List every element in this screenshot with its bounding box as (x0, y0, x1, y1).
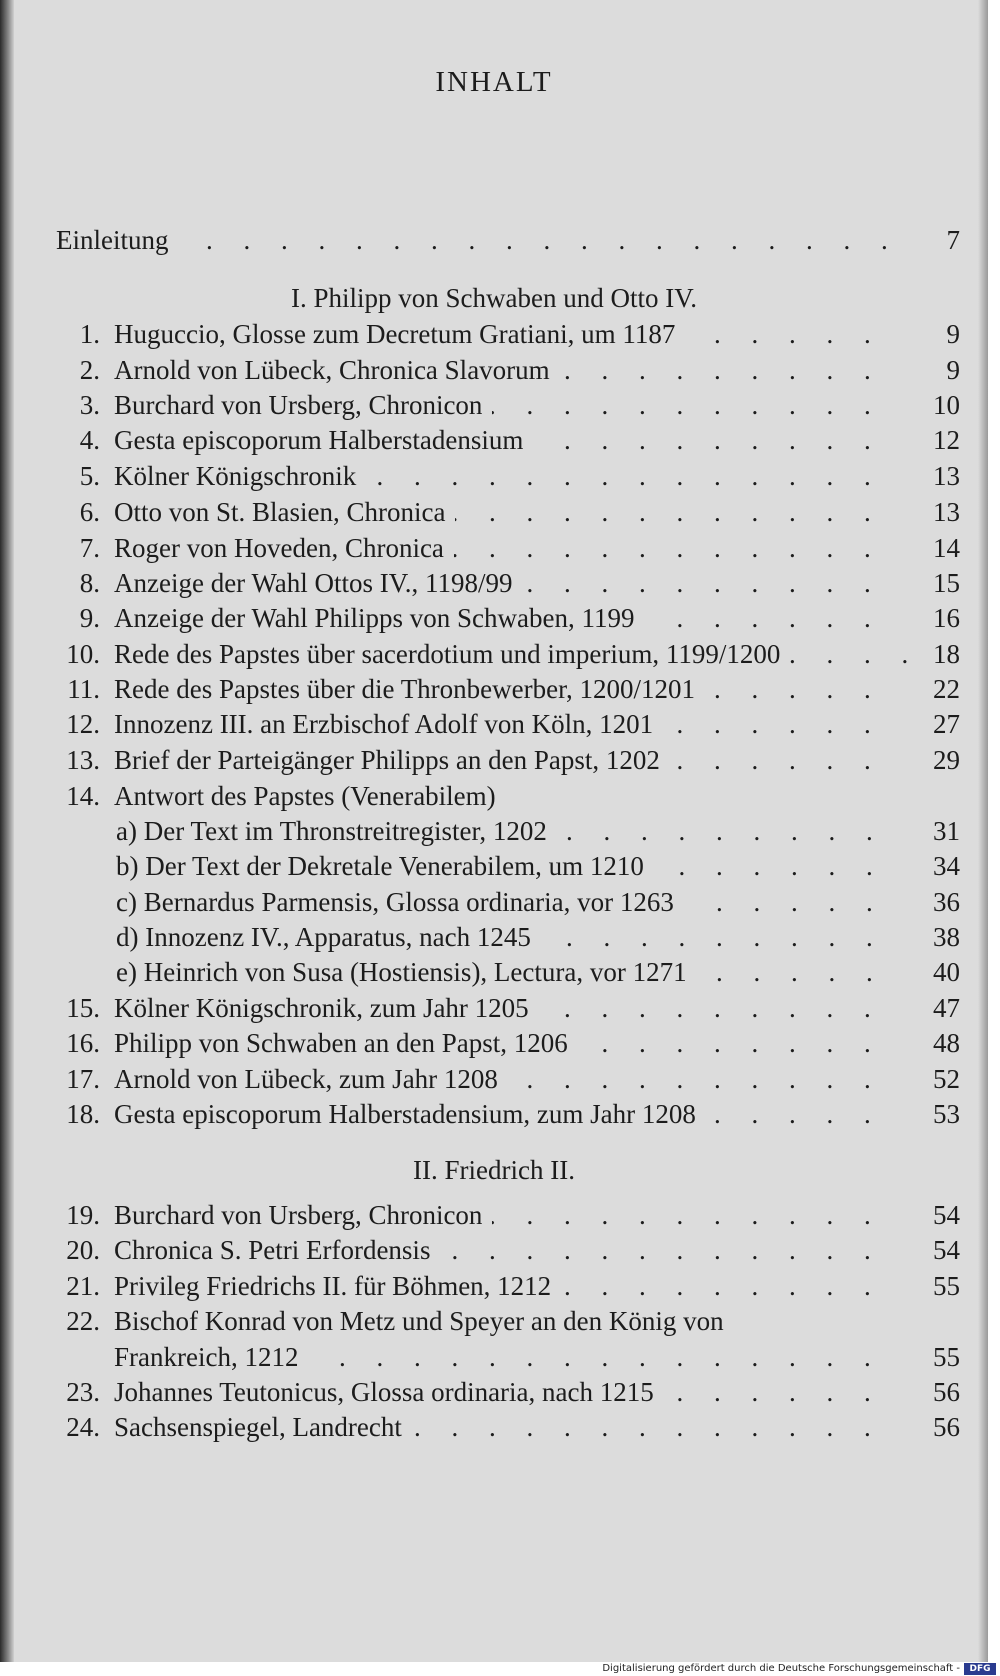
entry-number: 14. (66, 781, 100, 811)
entry-text: Anzeige der Wahl Ottos IV., 1198/99 (114, 568, 523, 598)
entry-text: Anzeige der Wahl Philipps von Schwaben, 1199 (114, 603, 645, 633)
entry-number: 4. (79, 425, 100, 455)
entry-page: 22 (933, 674, 960, 704)
entry-page: 12 (933, 425, 960, 455)
toc-entry (56, 1096, 960, 1132)
entry-number: 19. (66, 1200, 100, 1230)
entry-text: Gesta episcoporum Halberstadensium, zum Jahr 1208 (114, 1099, 706, 1129)
entry-text: Brief der Parteigänger Philipps an den Papst, 1202 (114, 745, 670, 775)
entry-text: Frankreich, 1212 (114, 1342, 308, 1372)
entry-page: 10 (933, 390, 960, 420)
entry-text: d) Innozenz IV., Apparatus, nach 1245 (116, 922, 541, 952)
toc-entry (56, 600, 960, 636)
entry-text: Burchard von Ursberg, Chronicon (114, 1200, 492, 1230)
entry-page: 38 (933, 922, 960, 952)
entry-page: 15 (933, 568, 960, 598)
entry-page: 36 (933, 887, 960, 917)
entry-number: 8. (79, 568, 100, 598)
entry-text: Chronica S. Petri Erfordensis (114, 1235, 440, 1265)
entry-page: 55 (933, 1271, 960, 1301)
entry-number: 5. (79, 461, 100, 491)
entry-page: 56 (933, 1377, 960, 1407)
entry-number: 1. (79, 319, 100, 349)
toc-entry (56, 742, 960, 778)
entry-number: 12. (66, 709, 100, 739)
digitization-footer (0, 1662, 1000, 1676)
entry-number: 20. (66, 1235, 100, 1265)
toc-subentry (56, 848, 960, 884)
toc-entry (56, 1374, 960, 1410)
toc-entry (56, 494, 960, 530)
entry-page: 9 (946, 319, 960, 349)
toc-entry (56, 458, 960, 494)
entry-text: Rede des Papstes über sacerdotium und imperium, 1199/1200 (114, 639, 790, 669)
entry-page: 55 (933, 1342, 960, 1372)
toc-entry (56, 387, 960, 423)
toc-entry (56, 706, 960, 742)
entry-page: 16 (933, 603, 960, 633)
entry-number: 16. (66, 1028, 100, 1058)
entry-text: c) Bernardus Parmensis, Glossa ordinaria, vor 1263 (116, 887, 684, 917)
entry-page: 47 (933, 993, 960, 1023)
entry-page: 18 (933, 639, 960, 669)
entry-number: 7. (79, 533, 100, 563)
entry-text: Rede des Papstes über die Thronbewerber, 1200/1201 (114, 674, 705, 704)
entry-page: 53 (933, 1099, 960, 1129)
entry-number: 6. (79, 497, 100, 527)
toc-subentry (56, 813, 960, 849)
funding-credit: Digitalisierung gefördert durch die Deutsche Forschungsgemeinschaft - (602, 1663, 960, 1674)
entry-number: 9. (79, 603, 100, 633)
entry-text: Burchard von Ursberg, Chronicon (114, 390, 492, 420)
entry-text: Sachsenspiegel, Landrecht (114, 1412, 412, 1442)
toc-subentry (56, 954, 960, 990)
page-edge (978, 0, 988, 1662)
entry-number: 18. (66, 1099, 100, 1129)
entry-page: 40 (933, 957, 960, 987)
entry-text: a) Der Text im Thronstreitregister, 1202 (116, 816, 557, 846)
entry-text: e) Heinrich von Susa (Hostiensis), Lectura, vor 1271 (116, 957, 697, 987)
entry-page: 56 (933, 1412, 960, 1442)
toc-entry (56, 1197, 960, 1233)
entry-text: Johannes Teutonicus, Glossa ordinaria, nach 1215 (114, 1377, 664, 1407)
entry-number: 10. (66, 639, 100, 669)
section-heading: II. Friedrich II. (413, 1155, 575, 1185)
entry-page: 13 (933, 497, 960, 527)
entry-text: Privileg Friedrichs II. für Böhmen, 1212 (114, 1271, 561, 1301)
page-gutter-shadow (0, 0, 14, 1662)
entry-text: Innozenz III. an Erzbischof Adolf von Köln, 1201 (114, 709, 663, 739)
toc-entry-continuation (56, 1339, 960, 1375)
toc-subentry (56, 884, 960, 920)
entry-text: Antwort des Papstes (Venerabilem) (114, 781, 506, 811)
entry-page: 31 (933, 816, 960, 846)
entry-number: 23. (66, 1377, 100, 1407)
entry-number: 17. (66, 1064, 100, 1094)
entry-text: Huguccio, Glosse zum Decretum Gratiani, um 1187 (114, 319, 685, 349)
toc-entry-einleitung (56, 222, 960, 258)
entry-page: 9 (946, 355, 960, 385)
entry-number: 15. (66, 993, 100, 1023)
toc-entry (56, 422, 960, 458)
entry-page: 29 (933, 745, 960, 775)
entry-number: 3. (79, 390, 100, 420)
entry-page: 54 (933, 1235, 960, 1265)
toc-entry (56, 1303, 960, 1339)
entry-text: Einleitung (56, 225, 178, 255)
entry-page: 34 (933, 851, 960, 881)
entry-number: 24. (66, 1412, 100, 1442)
entry-text: Arnold von Lübeck, Chronica Slavorum (114, 355, 560, 385)
entry-page: 27 (933, 709, 960, 739)
toc-entry (56, 1232, 960, 1268)
entry-number: 13. (66, 745, 100, 775)
toc-entry (56, 990, 960, 1026)
entry-text: Bischof Konrad von Metz und Speyer an den König von (114, 1306, 734, 1336)
entry-page: 54 (933, 1200, 960, 1230)
entry-text: Kölner Königschronik, zum Jahr 1205 (114, 993, 539, 1023)
toc-entry (56, 1268, 960, 1304)
entry-text: Kölner Königschronik (114, 461, 366, 491)
section-heading: I. Philipp von Schwaben und Otto IV. (291, 283, 697, 313)
toc-entry (56, 1409, 960, 1445)
entry-page: 52 (933, 1064, 960, 1094)
toc-entry (56, 316, 960, 352)
entry-text: b) Der Text der Dekretale Venerabilem, um 1210 (116, 851, 654, 881)
entry-number: 21. (66, 1271, 100, 1301)
toc-entry (56, 1061, 960, 1097)
entry-number: 11. (67, 674, 100, 704)
entry-text: Otto von St. Blasien, Chronica (114, 497, 455, 527)
entry-text: Roger von Hoveden, Chronica (114, 533, 454, 563)
entry-text: Philipp von Schwaben an den Papst, 1206 (114, 1028, 578, 1058)
entry-page: 7 (946, 225, 960, 255)
entry-text: Gesta episcoporum Halberstadensium (114, 425, 533, 455)
entry-text: Arnold von Lübeck, zum Jahr 1208 (114, 1064, 508, 1094)
toc-entry (56, 671, 960, 707)
entry-page: 13 (933, 461, 960, 491)
toc-entry (56, 636, 960, 672)
entry-page: 48 (933, 1028, 960, 1058)
toc-entry (56, 778, 960, 814)
toc-subentry (56, 919, 960, 955)
toc-entry (56, 530, 960, 566)
entry-page: 14 (933, 533, 960, 563)
toc-entry (56, 352, 960, 388)
entry-number: 22. (66, 1306, 100, 1336)
page-title: INHALT (435, 66, 553, 98)
dfg-logo: DFG (964, 1663, 996, 1675)
toc-entry (56, 565, 960, 601)
toc-entry (56, 1025, 960, 1061)
entry-number: 2. (79, 355, 100, 385)
